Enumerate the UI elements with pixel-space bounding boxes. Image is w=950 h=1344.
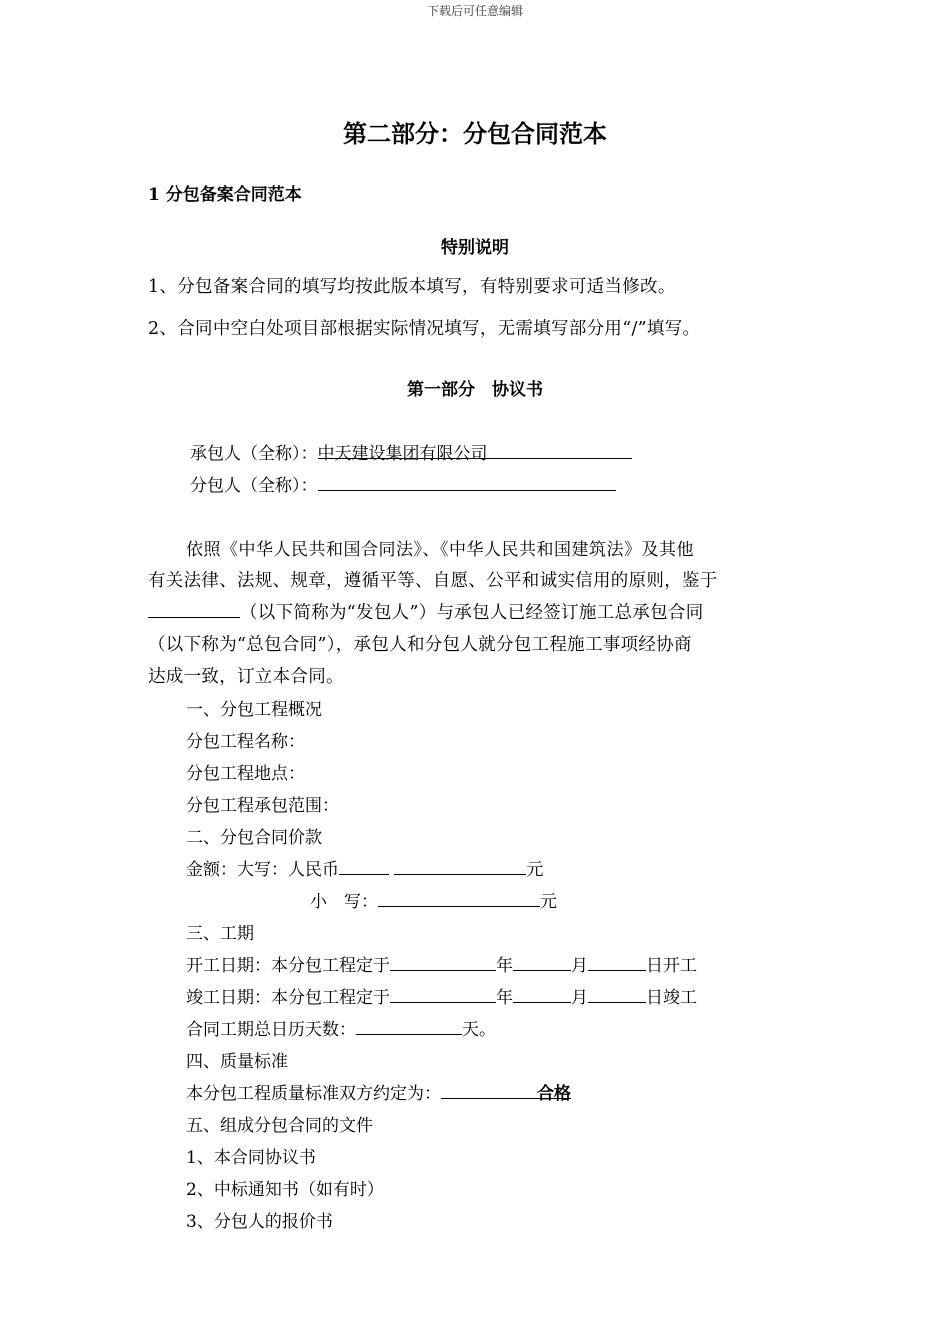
sec2-title: 二、分包合同价款 — [186, 828, 322, 848]
main-title: 第二部分：分包合同范本 — [343, 119, 607, 148]
special-title: 特别说明 — [441, 238, 509, 258]
sec1-title: 一、分包工程概况 — [186, 700, 322, 720]
end-date-row — [186, 983, 697, 1008]
sec5-title: 五、组成分包合同的文件 — [186, 1116, 373, 1136]
start-date-label: 开工日期：本分包工程定于 — [186, 956, 390, 976]
subcontractor-field[interactable] — [318, 472, 616, 491]
end-day-field[interactable] — [588, 984, 646, 1003]
sec5-item-3: 3、分包人的报价书 — [186, 1212, 333, 1232]
sec1-scope-label: 分包工程承包范围： — [186, 796, 339, 816]
amount-row — [186, 855, 543, 880]
sec1-name-label: 分包工程名称： — [186, 732, 305, 752]
end-date-label: 竣工日期：本分包工程定于 — [186, 988, 390, 1008]
owner-name-field[interactable] — [148, 599, 240, 618]
end-month-unit: 月 — [571, 988, 588, 1008]
start-year-unit: 年 — [496, 956, 513, 976]
total-days-unit: 天。 — [462, 1020, 496, 1040]
small-amount-yuan: 元 — [540, 892, 557, 912]
contractor-row — [190, 439, 632, 464]
preamble-line-4: （以下称为“总包合同”），承包人和分包人就分包工程施工事项经协商 — [148, 635, 692, 655]
amount-field-2[interactable] — [394, 856, 526, 875]
small-amount-row — [310, 887, 557, 912]
quality-value: 合格 — [537, 1084, 571, 1104]
amount-label: 金额：大写：人民币 — [186, 860, 339, 880]
sec5-item-2: 2、中标通知书（如有时） — [186, 1180, 384, 1200]
sec5-item-1: 1、本合同协议书 — [186, 1148, 316, 1168]
end-year-unit: 年 — [496, 988, 513, 1008]
preamble-line-3-text: （以下简称为“发包人”）与承包人已经签订施工总承包合同 — [240, 603, 704, 623]
special-item-2: 2、合同中空白处项目部根据实际情况填写，无需填写部分用“/”填写。 — [148, 319, 701, 339]
total-days-row — [186, 1015, 496, 1040]
start-month-unit: 月 — [571, 956, 588, 976]
total-days-label: 合同工期总日历天数： — [186, 1020, 356, 1040]
end-year-field[interactable] — [390, 984, 496, 1003]
start-day-unit: 日开工 — [646, 956, 697, 976]
preamble-line-5: 达成一致，订立本合同。 — [148, 667, 344, 687]
end-day-unit: 日竣工 — [646, 988, 697, 1008]
preamble-line-3 — [148, 599, 704, 624]
header-note: 下载后可任意编辑 — [426, 4, 523, 18]
quality-label: 本分包工程质量标准双方约定为： — [186, 1084, 441, 1104]
sec3-title: 三、工期 — [186, 924, 254, 944]
start-day-field[interactable] — [588, 952, 646, 971]
amount-yuan: 元 — [526, 860, 544, 880]
subcontractor-row — [190, 471, 616, 496]
sec1-location-label: 分包工程地点： — [186, 764, 305, 784]
start-year-field[interactable] — [390, 952, 496, 971]
small-amount-field[interactable] — [378, 888, 540, 907]
amount-field-1[interactable] — [339, 856, 389, 875]
contractor-label: 承包人（全称）： — [190, 444, 318, 464]
quality-field[interactable] — [441, 1080, 571, 1104]
quality-row — [186, 1079, 571, 1104]
contractor-value: 中天建设集团有限公司 — [317, 444, 488, 464]
section1-title: 1 分包备案合同范本 — [148, 185, 302, 205]
preamble-line-1: 依照《中华人民共和国合同法》、《中华人民共和国建筑法》及其他 — [186, 540, 694, 560]
special-item-1: 1、分包备案合同的填写均按此版本填写，有特别要求可适当修改。 — [148, 277, 676, 297]
end-month-field[interactable] — [513, 984, 571, 1003]
total-days-field[interactable] — [356, 1016, 462, 1035]
contractor-field[interactable] — [317, 440, 632, 464]
preamble-line-2: 有关法律、法规、规章，遵循平等、自愿、公平和诚实信用的原则，鉴于 — [148, 571, 718, 591]
small-amount-label: 小 写： — [310, 892, 378, 912]
part1-title: 第一部分 协议书 — [407, 380, 543, 400]
start-month-field[interactable] — [513, 952, 571, 971]
start-date-row — [186, 951, 697, 976]
sec4-title: 四、质量标准 — [186, 1052, 288, 1072]
subcontractor-label: 分包人（全称）： — [190, 476, 318, 496]
